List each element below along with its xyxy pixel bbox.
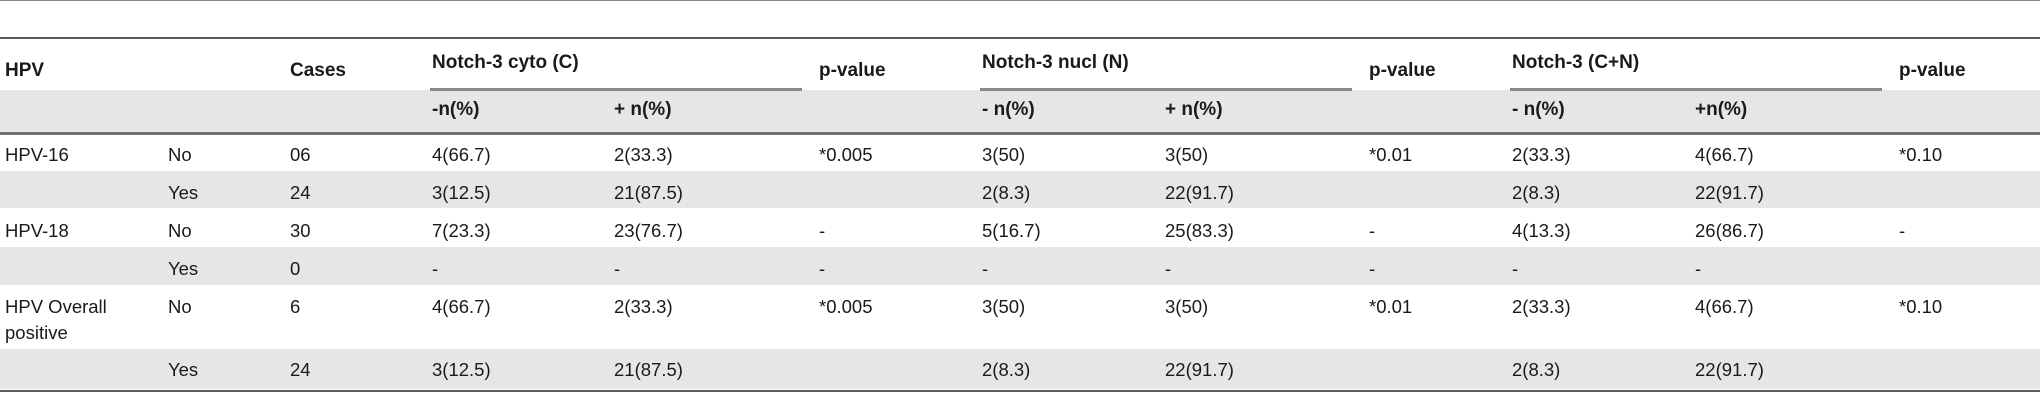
cell-p2: - — [1369, 220, 1376, 241]
cell-cases: 6 — [290, 296, 301, 317]
cell-status: Yes — [168, 258, 199, 279]
cell-c-neg: 4(66.7) — [432, 144, 491, 165]
cell-c-pos: 21(87.5) — [614, 359, 683, 380]
cell-n-pos: 22(91.7) — [1165, 359, 1234, 380]
cell-p2: *0.01 — [1369, 144, 1413, 165]
header-bottom-rule — [0, 132, 2040, 135]
cell-c-pos: 2(33.3) — [614, 296, 673, 317]
cell-p1: - — [819, 258, 826, 279]
cell-c-neg: 3(12.5) — [432, 359, 491, 380]
cell-c-neg: 7(23.3) — [432, 220, 491, 241]
cell-status: No — [168, 144, 192, 165]
cell-c-pos: 23(76.7) — [614, 220, 683, 241]
header-hpv: HPV — [5, 60, 45, 81]
subheader-nucl-pos: + n(%) — [1165, 99, 1223, 120]
cell-cn-pos: 4(66.7) — [1695, 144, 1754, 165]
cell-p1: - — [819, 220, 826, 241]
cell-n-pos: - — [1165, 258, 1172, 279]
cell-cases: 06 — [290, 144, 311, 165]
header-notch3-cn: Notch-3 (C+N) — [1512, 52, 1640, 73]
cell-n-neg: 2(8.3) — [982, 359, 1031, 380]
nucl-group-underline — [980, 88, 1352, 91]
cell-p2: *0.01 — [1369, 296, 1413, 317]
cell-hpv: HPV-18 — [5, 220, 69, 241]
cell-n-neg: 2(8.3) — [982, 182, 1031, 203]
table-top-rule — [0, 37, 2040, 39]
cell-c-neg: - — [432, 258, 439, 279]
cell-p3: *0.10 — [1899, 144, 1943, 165]
subheader-nucl-neg: - n(%) — [982, 99, 1035, 120]
cyto-group-underline — [430, 88, 802, 91]
cell-hpv: HPV-16 — [5, 144, 69, 165]
cell-n-pos: 3(50) — [1165, 296, 1209, 317]
cell-cn-pos: 4(66.7) — [1695, 296, 1754, 317]
header-cases: Cases — [290, 60, 346, 81]
cell-status: No — [168, 220, 192, 241]
cn-group-underline — [1510, 88, 1882, 91]
cell-c-neg: 4(66.7) — [432, 296, 491, 317]
cell-c-pos: - — [614, 258, 621, 279]
cell-c-pos: 2(33.3) — [614, 144, 673, 165]
cell-cn-neg: - — [1512, 258, 1519, 279]
cell-p1: *0.005 — [819, 144, 873, 165]
cell-status: Yes — [168, 182, 199, 203]
cell-hpv: HPV Overall positive — [5, 296, 107, 343]
row-band — [0, 247, 2040, 285]
cell-cn-neg: 2(8.3) — [1512, 182, 1561, 203]
cell-n-neg: 3(50) — [982, 296, 1026, 317]
header-p-value-2: p-value — [1369, 60, 1436, 81]
cell-cn-neg: 2(33.3) — [1512, 144, 1571, 165]
cell-cn-neg: 2(8.3) — [1512, 359, 1561, 380]
cell-c-neg: 3(12.5) — [432, 182, 491, 203]
header-p-value-3: p-value — [1899, 60, 1966, 81]
cell-p2: - — [1369, 258, 1376, 279]
cell-cn-pos: 26(86.7) — [1695, 220, 1764, 241]
cell-n-pos: 3(50) — [1165, 144, 1209, 165]
cell-cn-pos: - — [1695, 258, 1702, 279]
table-bottom-rule — [0, 390, 2040, 392]
cell-n-neg: 3(50) — [982, 144, 1026, 165]
cell-n-neg: - — [982, 258, 989, 279]
subheader-cyto-neg: -n(%) — [432, 99, 480, 120]
cell-cases: 0 — [290, 258, 301, 279]
cell-status: Yes — [168, 359, 199, 380]
cell-p3: - — [1899, 220, 1906, 241]
cell-n-pos: 22(91.7) — [1165, 182, 1234, 203]
cell-cn-pos: 22(91.7) — [1695, 359, 1764, 380]
subheader-cyto-pos: + n(%) — [614, 99, 672, 120]
cell-status: No — [168, 296, 192, 317]
subheader-cn-pos: +n(%) — [1695, 99, 1748, 120]
cell-cases: 30 — [290, 220, 311, 241]
cell-n-pos: 25(83.3) — [1165, 220, 1234, 241]
cell-p3: *0.10 — [1899, 296, 1943, 317]
cell-cases: 24 — [290, 359, 311, 380]
cell-p1: *0.005 — [819, 296, 873, 317]
cell-c-pos: 21(87.5) — [614, 182, 683, 203]
cell-cases: 24 — [290, 182, 311, 203]
cell-cn-neg: 4(13.3) — [1512, 220, 1571, 241]
header-p-value-1: p-value — [819, 60, 886, 81]
cell-cn-neg: 2(33.3) — [1512, 296, 1571, 317]
header-notch3-nucl: Notch-3 nucl (N) — [982, 52, 1129, 73]
cell-n-neg: 5(16.7) — [982, 220, 1041, 241]
header-notch3-cyto: Notch-3 cyto (C) — [432, 52, 579, 73]
subheader-cn-neg: - n(%) — [1512, 99, 1565, 120]
cell-cn-pos: 22(91.7) — [1695, 182, 1764, 203]
top-border — [0, 0, 2040, 1]
